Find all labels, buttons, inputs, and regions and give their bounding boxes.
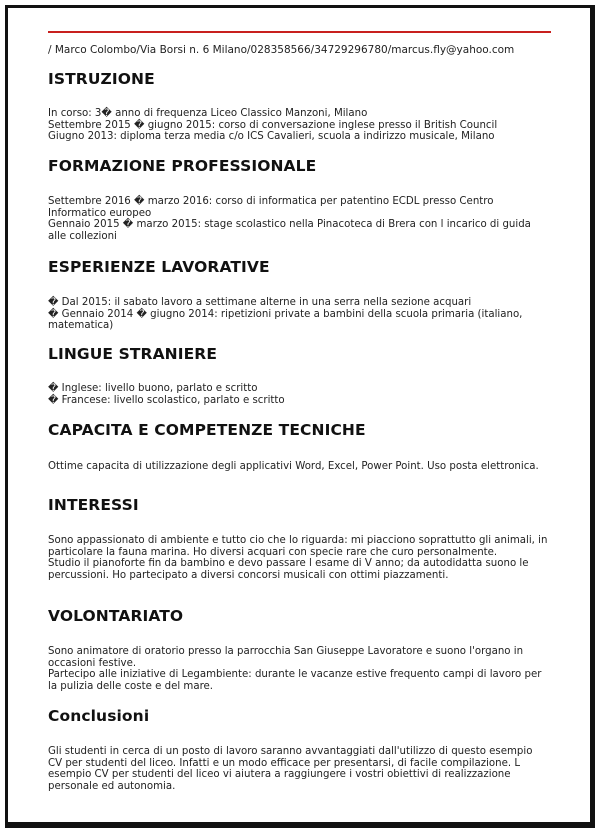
section-heading: VOLONTARIATO: [48, 607, 184, 625]
section-heading: LINGUE STRANIERE: [48, 345, 218, 363]
section-interessi: [48, 496, 548, 581]
section-heading: FORMAZIONE PROFESSIONALE: [48, 157, 317, 175]
section-line: Settembre 2015 � giugno 2015: corso di conversazione inglese presso il British Council: [48, 119, 498, 131]
section-line: Sono appassionato di ambiente e tutto cio che lo riguarda: mi piacciono soprattutto gli animali, in particolare la fauna marina. Ho diversi acquari con specie rare che curo personalmente.: [48, 535, 548, 558]
section-body: [48, 535, 548, 581]
section-heading: ESPERIENZE LAVORATIVE: [48, 258, 270, 276]
section-esperienze: [48, 258, 548, 332]
section-heading: INTERESSI: [48, 496, 139, 514]
section-heading: CAPACITA E COMPETENZE TECNICHE: [48, 421, 366, 439]
section-line: � Gennaio 2014 � giugno 2014: ripetizioni private a bambini della scuola primaria (italiano, matematica): [48, 308, 523, 332]
section-formazione: [48, 157, 548, 242]
section-line: � Inglese: livello buono, parlato e scritto: [48, 383, 258, 394]
section-line: Ottime capacita di utilizzazione degli applicativi Word, Excel, Power Point. Uso posta elettronica.: [48, 461, 539, 472]
section-body: [48, 297, 548, 332]
section-body: [48, 646, 548, 692]
section-body: [48, 461, 548, 473]
section-lingue: [48, 345, 548, 406]
section-line: � Francese: livello scolastico, parlato e scritto: [48, 394, 285, 406]
section-line: Giugno 2013: diploma terza media c/o ICS Cavalieri, scuola a indirizzo musicale, Milano: [48, 131, 495, 143]
section-heading: ISTRUZIONE: [48, 70, 155, 88]
section-body: [48, 108, 548, 143]
section-line: Sono animatore di oratorio presso la parrocchia San Giuseppe Lavoratore e suono l'organo in occasioni festive.: [48, 646, 524, 669]
section-line: Gennaio 2015 � marzo 2015: stage scolastico nella Pinacoteca di Brera con l incarico di guida alle collezioni: [48, 219, 531, 242]
section-line: Settembre 2016 � marzo 2016: corso di informatica per patentino ECDL presso Centro Informatico europeo: [48, 196, 494, 219]
section-istruzione: [48, 70, 548, 143]
section-body: [48, 196, 548, 242]
header-rule: [48, 31, 551, 33]
section-line: � Dal 2015: il sabato lavoro a settimane alterne in una serra nella sezione acquari: [48, 297, 472, 308]
section-body: [48, 383, 548, 406]
section-volontariato: [48, 607, 548, 692]
contact-line: / Marco Colombo/Via Borsi n. 6 Milano/028358566/34729296780/marcus.fly@yahoo.com: [48, 44, 515, 56]
section-line: Gli studenti in cerca di un posto di lavoro saranno avvantaggiati dall'utilizzo di questo esempio CV per studenti del liceo. Infatti e un modo efficace per presentarsi, di facile compilazione. L esempio CV per studenti del liceo vi aiutera a raggiungere i vostri obiettivi di realizzazione personale ed autonomia.: [48, 746, 533, 792]
section-capacita: [48, 421, 548, 473]
section-line: Partecipo alle iniziative di Legambiente: durante le vacanze estive frequento campi di lavoro per la pulizia delle coste e del mare.: [48, 669, 542, 692]
section-line: Studio il pianoforte fin da bambino e devo passare l esame di V anno; da autodidatta suono le percussioni. Ho partecipato a diversi concorsi musicali con ottimi piazzamenti.: [48, 558, 529, 581]
section-body: [48, 746, 548, 792]
section-conclusioni: [48, 707, 548, 792]
section-heading: Conclusioni: [48, 707, 150, 725]
section-line: In corso: 3� anno di frequenza Liceo Classico Manzoni, Milano: [48, 108, 368, 119]
